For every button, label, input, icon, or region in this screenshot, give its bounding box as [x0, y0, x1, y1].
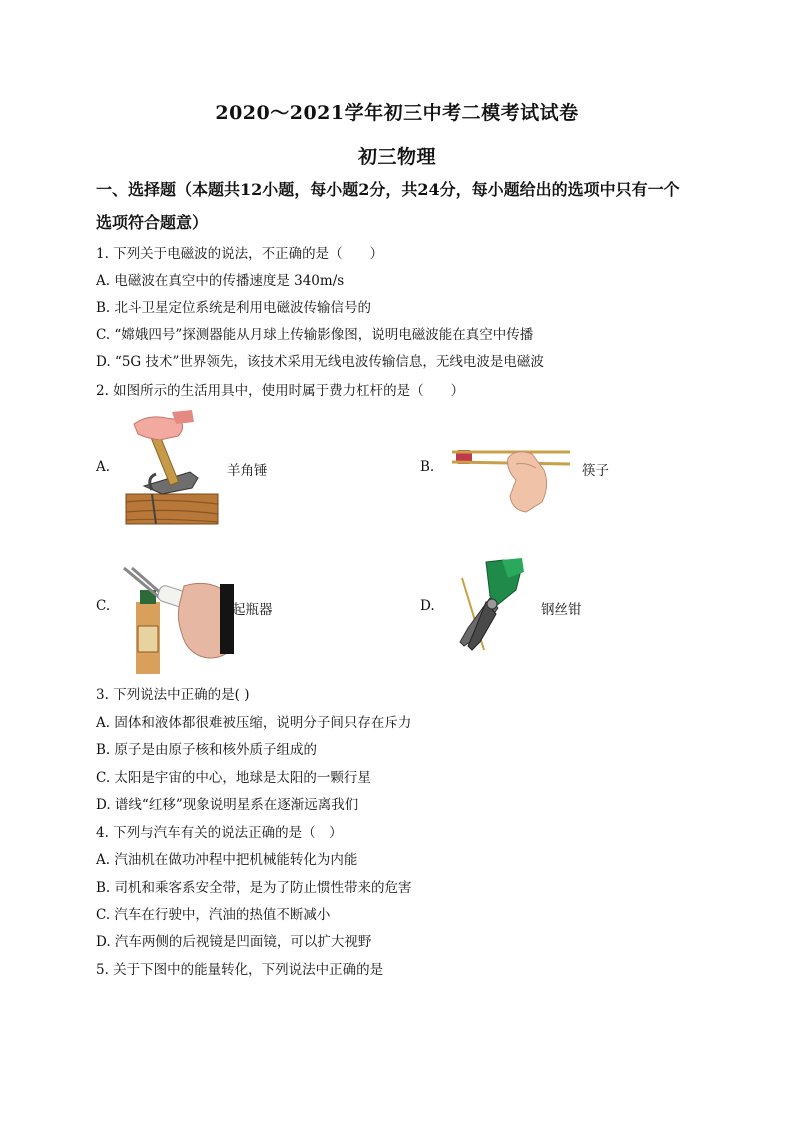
q1-option-a: A. 电磁波在真空中的传播速度是 340m/s: [96, 273, 345, 289]
q2-stem: 2. 如图所示的生活用具中，使用时属于费力杠杆的是（ ）: [96, 383, 465, 399]
section-heading: [96, 173, 706, 239]
q4-option-a: A. 汽油机在做功冲程中把机械能转化为内能: [96, 852, 358, 868]
q4-stem: 4. 下列与汽车有关的说法正确的是（ ）: [96, 825, 343, 841]
q1-option-c: C. “嫦娥四号”探测器能从月球上传输影像图，说明电磁波能在真空中传播: [96, 327, 534, 343]
q4-option-c: C. 汽车在行驶中，汽油的热值不断减小: [96, 907, 331, 923]
q3-stem: 3. 下列说法中正确的是( ): [96, 687, 250, 703]
exam-title: 2020～2021学年初三中考二模考试试卷: [215, 102, 579, 124]
chopsticks-icon: [446, 440, 574, 516]
q4-option-d: D. 汽车两侧的后视镜是凹面镜，可以扩大视野: [96, 934, 372, 950]
exam-subject: 初三物理: [357, 146, 436, 168]
q1-stem: 1. 下列关于电磁波的说法，不正确的是（ ）: [96, 246, 384, 262]
section-heading-line2: 选项符合题意）: [96, 213, 209, 232]
q2-option-d-label: 钢丝钳: [541, 602, 582, 618]
q3-option-a: A. 固体和液体都很难被压缩，说明分子间只存在斥力: [96, 715, 412, 731]
q2-option-c-letter: C.: [96, 598, 111, 614]
pliers-icon: [446, 558, 526, 654]
q5-stem: 5. 关于下图中的能量转化，下列说法中正确的是: [96, 962, 384, 978]
q2-option-b-label: 筷子: [582, 463, 609, 479]
q2-option-a-label: 羊角锤: [227, 463, 268, 479]
q3-option-c: C. 太阳是宇宙的中心，地球是太阳的一颗行星: [96, 770, 371, 786]
q1-option-b: B. 北斗卫星定位系统是利用电磁波传输信号的: [96, 300, 372, 316]
section-heading-line1: 一、选择题（本题共12小题，每小题2分，共24分，每小题给出的选项中只有一个: [96, 180, 680, 199]
q3-option-d: D. 谱线“红移”现象说明星系在逐渐远离我们: [96, 797, 359, 813]
q2-option-a-letter: A.: [96, 459, 111, 475]
q3-option-b: B. 原子是由原子核和核外质子组成的: [96, 742, 318, 758]
claw-hammer-icon: [122, 408, 220, 526]
q2-option-c-label: 起瓶器: [232, 602, 273, 618]
q2-option-b-letter: B.: [420, 459, 435, 475]
q1-option-d: D. “5G 技术”世界领先，该技术采用无线电波传输信息，无线电波是电磁波: [96, 354, 544, 370]
bottle-opener-icon: [120, 566, 234, 674]
q2-option-d-letter: D.: [420, 598, 435, 614]
q4-option-b: B. 司机和乘客系安全带，是为了防止惯性带来的危害: [96, 880, 412, 896]
